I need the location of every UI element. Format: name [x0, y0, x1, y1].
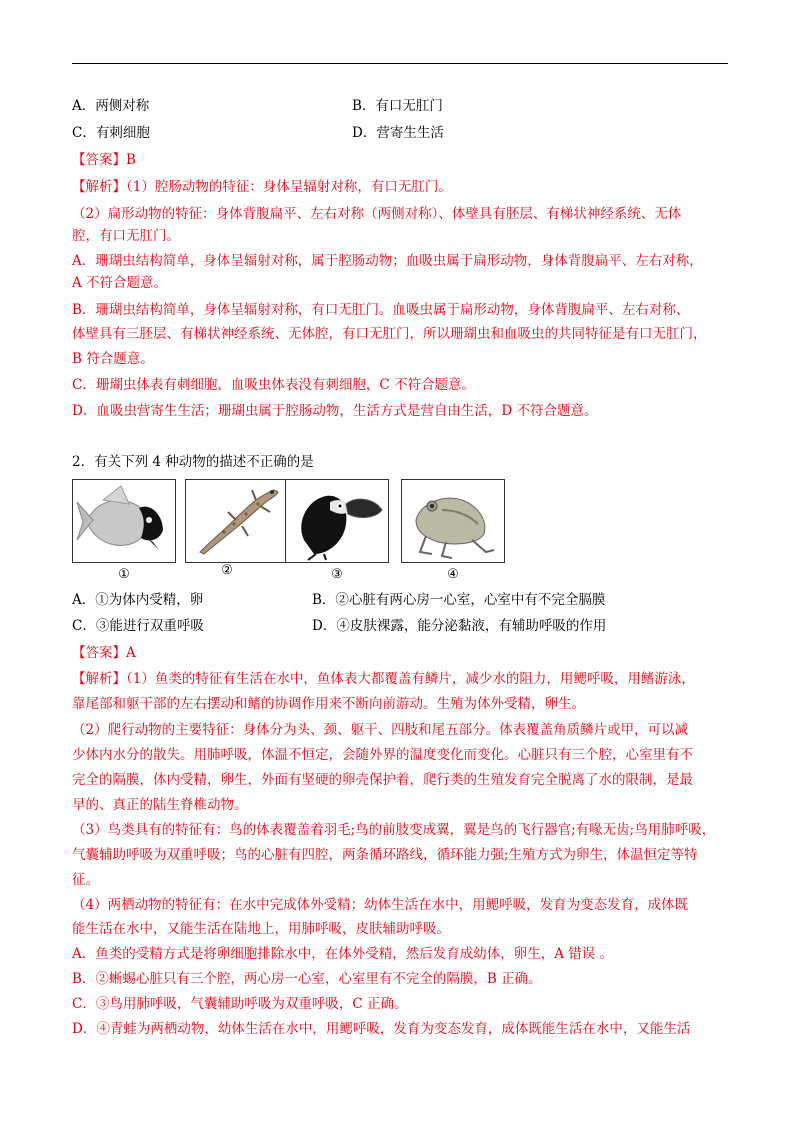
q2-analysis-line: 完全的隔膜，体内受精，卵生，外面有坚硬的卵壳保护着，爬行类的生殖发育完全脱离了水的限制，是最	[72, 772, 693, 788]
q1-analysis-line: 腔，有口无肛门。	[72, 228, 180, 244]
answer-label: 【答案】	[72, 645, 126, 661]
q2-option-b: B．②心脏有两心房一心室，心室中有不完全膈膜	[312, 592, 606, 608]
q1-option-c: C．有刺细胞	[72, 125, 150, 141]
figure-label: ①	[118, 567, 130, 582]
q1-analysis-line: A 不符合题意。	[72, 275, 168, 291]
q2-analysis-line: A．鱼类的受精方式是将卵细胞排除水中，在体外受精，然后发育成幼体，卵生，A 错误 。	[72, 946, 614, 962]
figure-label: ③	[331, 567, 343, 582]
q2-analysis-line: B．②蜥蜴心脏只有三个腔，两心房一心室，心室里有不完全的隔膜，B 正确。	[72, 971, 542, 987]
frog-image	[401, 479, 505, 563]
answer-value: A	[126, 645, 136, 661]
q2-option-a: A．①为体内受精，卵	[72, 592, 204, 608]
q2-analysis-line: 少体内水分的散失。用肺呼吸，体温不恒定，会随外界的温度变化而变化。心脏只有三个腔，心室里有不	[72, 747, 693, 763]
q1-answer	[72, 151, 136, 169]
q2-answer	[72, 644, 136, 662]
q1-analysis-line: 体壁具有三胚层、有梯状神经系统、无体腔，有口无肛门，所以珊瑚虫和血吸虫的共同特征是有口无肛门，	[72, 326, 707, 342]
q2-analysis-line: 早的、真正的陆生脊椎动物。	[72, 797, 248, 813]
q2-analysis-line: （4）两栖动物的特征有：在水中完成体外受精；幼体生活在水中，用鳃呼吸，发育为变态发育，成体既	[72, 897, 689, 913]
q2-analysis-line: C．③鸟用肺呼吸，气囊辅助呼吸为双重呼吸，C 正确。	[72, 996, 408, 1012]
q2-option-d: D．④皮肤裸露，能分泌黏液，有辅助呼吸的作用	[312, 618, 607, 634]
q1-option-b: B．有口无肛门	[352, 98, 443, 114]
q2-figure-row	[72, 479, 512, 584]
q1-analysis-line: （2）扁形动物的特征：身体背腹扁平、左右对称（两侧对称）、体壁具有胚层、有梯状神经系统、无体	[72, 206, 682, 222]
toucan-image	[285, 479, 389, 563]
q2-analysis-line: 【解析】（1）鱼类的特征有生活在水中，鱼体表大都覆盖有鳞片，减少水的阻力，用鳃呼吸，用鳍游泳，	[72, 671, 695, 687]
q2-analysis-line: （3）鸟类具有的特征有：鸟的体表覆盖着羽毛;鸟的前肢变成翼，翼是鸟的飞行器官;有喙无齿;鸟用肺呼吸，	[72, 822, 716, 838]
q1-analysis-line: D．血吸虫营寄生生活；珊瑚虫属于腔肠动物，生活方式是营自由生活，D 不符合题意。	[72, 403, 598, 419]
header-rule	[72, 63, 728, 64]
q2-analysis-line: 能生活在水中，又能生活在陆地上，用肺呼吸，皮肤辅助呼吸。	[72, 921, 450, 937]
answer-label: 【答案】	[72, 152, 126, 168]
fish-image	[72, 479, 176, 563]
q1-option-a: A．两侧对称	[72, 98, 150, 114]
q2-analysis-line: 征。	[72, 872, 99, 888]
lizard-image	[185, 479, 289, 563]
q2-analysis-line: （2）爬行动物的主要特征：身体分为头、颈、躯干、四肢和尾五部分。体表覆盖角质鳞片或甲，可以减	[72, 722, 689, 738]
figure-label: ②	[221, 563, 233, 578]
q2-analysis-line: 气囊辅助呼吸为双重呼吸；鸟的心脏有四腔，两条循环路线，循环能力强;生殖方式为卵生，体温恒定等特	[72, 847, 698, 863]
figure-label: ④	[447, 567, 459, 582]
answer-value: B	[126, 152, 136, 168]
q1-analysis-line: 【解析】（1）腔肠动物的特征：身体呈辐射对称，有口无肛门。	[72, 179, 452, 195]
q1-analysis-line: C．珊瑚虫体表有刺细胞，血吸虫体表没有刺细胞，C 不符合题意。	[72, 377, 475, 393]
q1-analysis-line: A．珊瑚虫结构简单，身体呈辐射对称，属于腔肠动物；血吸虫属于扁形动物，身体背腹扁平、左右对称，	[72, 253, 703, 269]
q2-option-c: C．③能进行双重呼吸	[72, 618, 204, 634]
q1-analysis-line: B 符合题意。	[72, 351, 154, 367]
q1-option-d: D．营寄生生活	[352, 125, 444, 141]
q1-analysis-line: B．珊瑚虫结构简单，身体呈辐射对称，有口无肛门。血吸虫属于扁形动物，身体背腹扁平、左右对称、	[72, 302, 690, 318]
q2-stem: 2．有关下列 4 种动物的描述不正确的是	[72, 454, 314, 470]
q2-analysis-line: D．④青蛙为两栖动物，幼体生活在水中，用鳃呼吸，发育为变态发育，成体既能生活在水中，又能生活	[72, 1021, 691, 1037]
q2-analysis-line: 靠尾部和躯干部的左右摆动和鳍的协调作用来不断向前游动。生殖为体外受精，卵生。	[72, 696, 585, 712]
